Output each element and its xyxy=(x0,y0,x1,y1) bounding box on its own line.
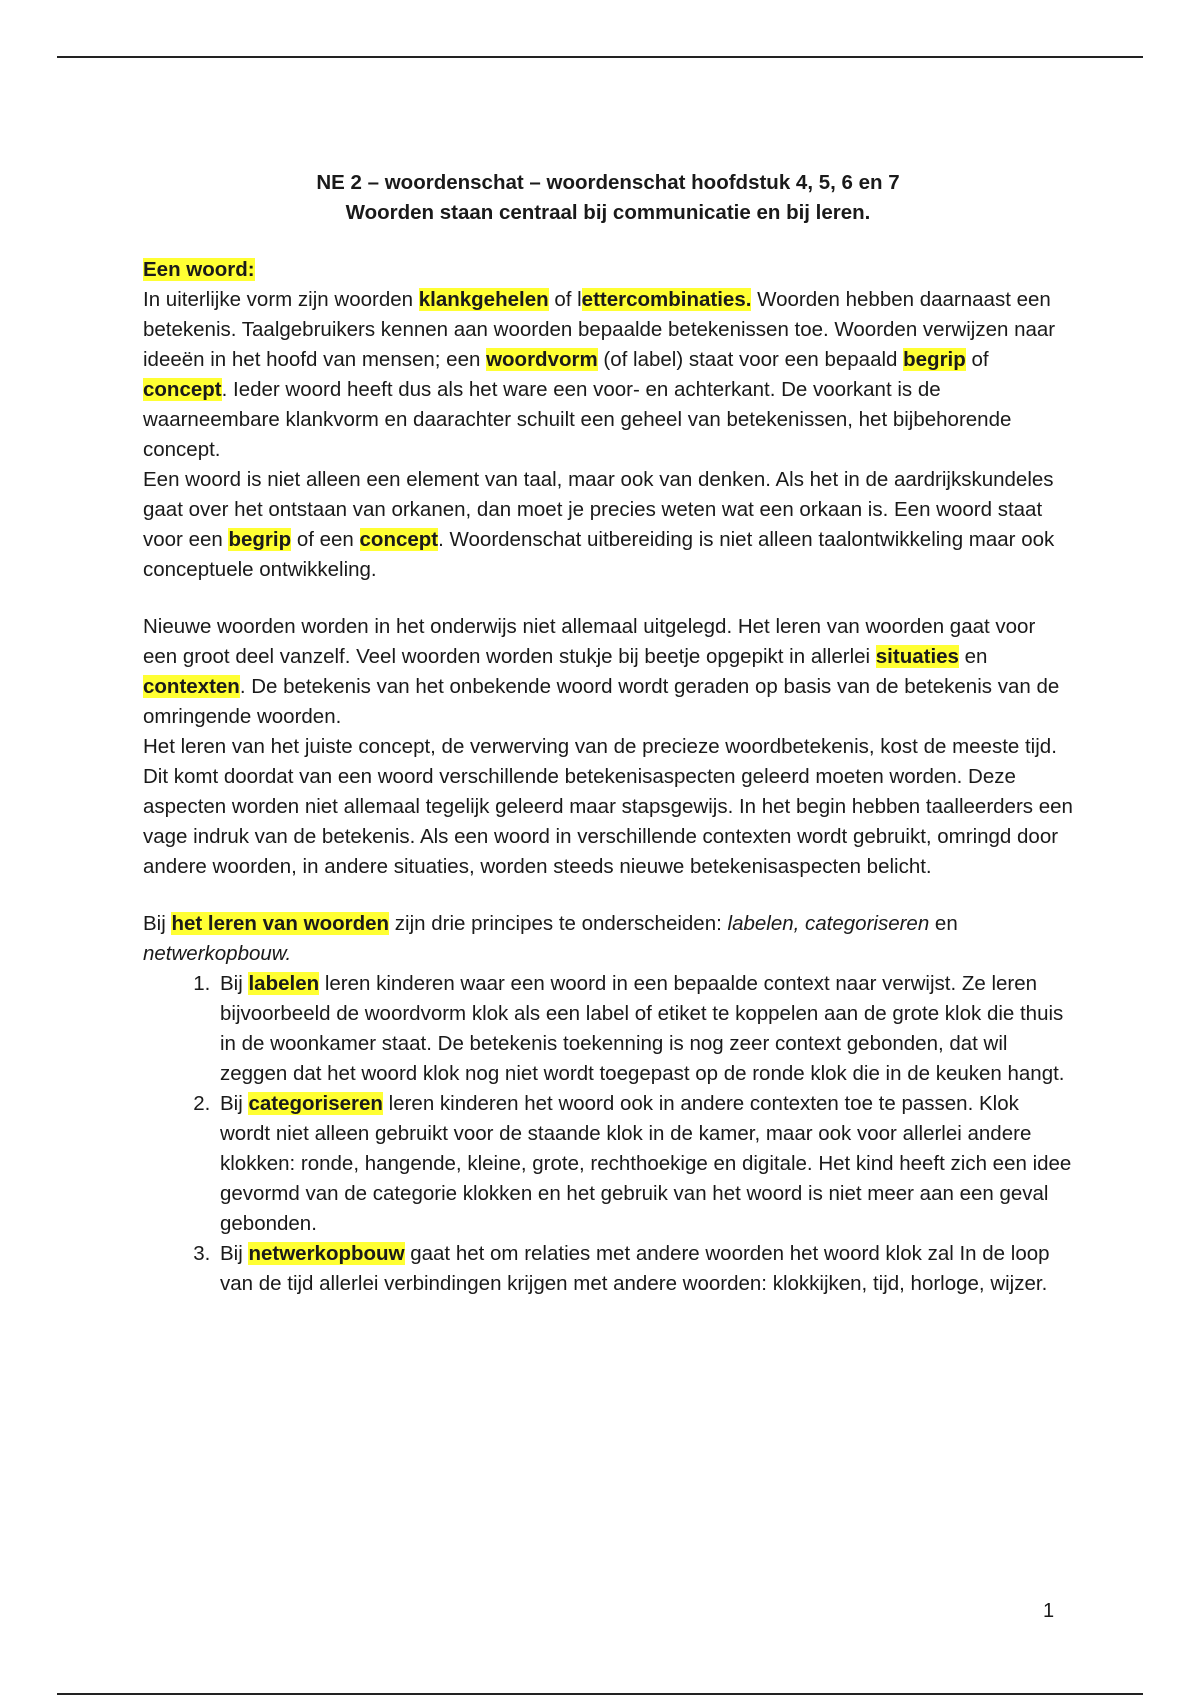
paragraph-5: Bij het leren van woorden zijn drie principes te onderscheiden: labelen, categoriseren en netwerkopbouw. xyxy=(143,912,958,965)
list-item: 2. Bij categoriseren leren kinderen het woord ook in andere contexten toe te passen. Klok wordt niet alleen gebruikt voor de staande klok in de kamer, maar ook voor allerlei andere klokken: ronde, hangende, kleine, grote, rechthoekige en digitale. Het kind heeft zich een idee gevormd van de categorie klokken en het gebruik van het woord is niet meer aan een geval gebonden. xyxy=(216,1089,1073,1239)
highlight-term: concept xyxy=(143,378,222,401)
highlight-term: begrip xyxy=(903,348,966,371)
highlight-term: contexten xyxy=(143,675,240,698)
paragraph-1: In uiterlijke vorm zijn woorden klankgehelen of lettercombinaties. Woorden hebben daarnaast een betekenis. Taalgebruikers kennen aan woorden bepaalde betekenissen toe. Woorden verwijzen naar ideeën in het hoofd van mensen; een woordvorm (of label) staat voor een bepaald begrip of concept. Ieder woord heeft dus als het ware een voor- en achterkant. De voorkant is de waarneembare klankvorm en daarachter schuilt een geheel van betekenissen, het bijbehorende concept. xyxy=(143,288,1056,461)
heading-een-woord: Een woord: xyxy=(143,258,255,281)
highlight-term: ettercombinaties. xyxy=(581,288,752,311)
title-line-1: NE 2 – woordenschat – woordenschat hoofdstuk 4, 5, 6 en 7 xyxy=(316,171,900,194)
paragraph-3: Nieuwe woorden worden in het onderwijs niet allemaal uitgelegd. Het leren van woorden gaat voor een groot deel vanzelf. Veel woorden worden stukje bij beetje opgepikt in allerlei situaties en contexten. De betekenis van het onbekende woord wordt geraden op basis van de betekenis van de omringende woorden. xyxy=(143,615,1060,728)
highlight-term: woordvorm xyxy=(486,348,598,371)
top-rule xyxy=(57,56,1143,58)
highlight-term: klankgehelen xyxy=(418,288,549,311)
paragraph-4: Het leren van het juiste concept, de verwerving van de precieze woordbetekenis, kost de meeste tijd. Dit komt doordat van een woord verschillende betekenisaspecten geleerd moeten worden. Deze aspecten worden niet allemaal tegelijk geleerd maar stapsgewijs. In het begin hebben taalleerders een vage indruk van de betekenis. Als een woord in verschillende contexten wordt gebruikt, omringd door andere woorden, in andere situaties, worden steeds nieuwe betekenisaspecten belicht. xyxy=(143,735,1073,878)
document-title xyxy=(143,168,1073,228)
highlight-term: het leren van woorden xyxy=(171,912,390,935)
principles-list xyxy=(143,969,1073,1299)
section-heading xyxy=(143,255,1073,285)
highlight-term: netwerkopbouw xyxy=(248,1242,405,1265)
highlight-term: situaties xyxy=(875,645,959,668)
list-item: 3. Bij netwerkopbouw gaat het om relaties met andere woorden het woord klok zal In de loop van de tijd allerlei verbindingen krijgen met andere woorden: klokkijken, tijd, horloge, wijzer. xyxy=(216,1239,1073,1299)
highlight-term: begrip xyxy=(228,528,292,551)
paragraph-2: Een woord is niet alleen een element van taal, maar ook van denken. Als het in de aardrijkskundeles gaat over het ontstaan van orkanen, dan moet je precies weten wat een orkaan is. Een woord staat voor een begrip of een concept. Woordenschat uitbereiding is niet alleen taalontwikkeling maar ook conceptuele ontwikkeling. xyxy=(143,468,1055,581)
bottom-rule xyxy=(57,1693,1143,1695)
highlight-term: concept xyxy=(359,528,439,551)
page-number: 1 xyxy=(1043,1600,1055,1622)
highlight-term: categoriseren xyxy=(248,1092,383,1115)
document-body xyxy=(143,168,1073,1299)
highlight-term: labelen xyxy=(248,972,320,995)
list-item: 1. Bij labelen leren kinderen waar een woord in een bepaalde context naar verwijst. Ze leren bijvoorbeeld de woordvorm klok als een label of etiket te koppelen aan de grote klok die thuis in de woonkamer staat. De betekenis toekenning is nog zeer context gebonden, dat wil zeggen dat het woord klok nog niet wordt toegepast op de ronde klok die in de keuken hangt. xyxy=(216,969,1073,1089)
title-line-2: Woorden staan centraal bij communicatie en bij leren. xyxy=(345,201,871,224)
